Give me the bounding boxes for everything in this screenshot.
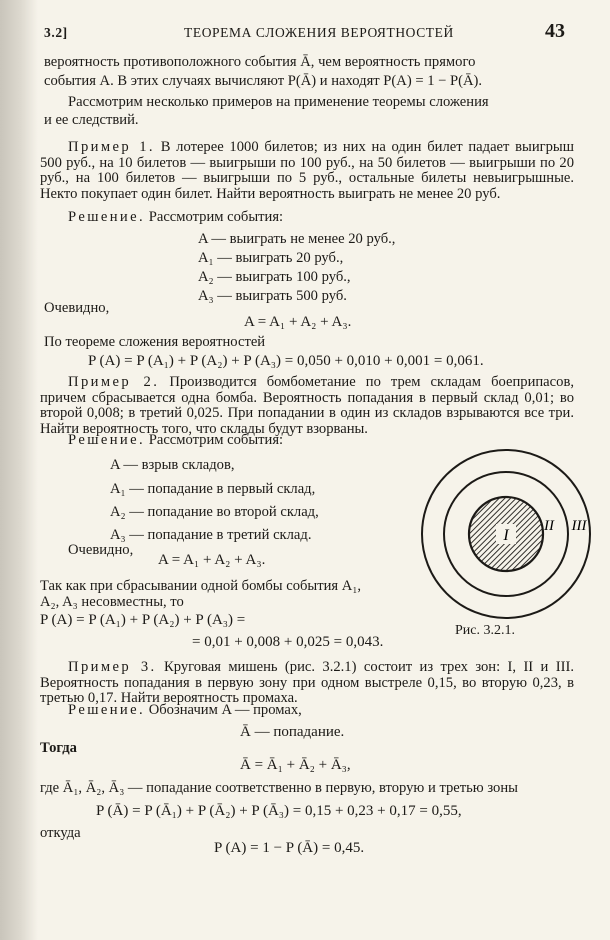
event-item: A₁ — попадание в первый склад, [110,481,316,497]
intro-line-1: вероятность противоположного события Ā, чем вероятность прямого [44,54,476,70]
then-label: Тогда [40,740,77,756]
zone-label-2: II [544,518,554,534]
obviously-label: Очевидно, [44,300,110,316]
figure-caption: Рис. 3.2.1. [455,623,515,638]
probability-equation: P (Ā) = P (Ā₁) + P (Ā₂) + P (Ā₃) = 0,15 + 0,23 + 0,17 = 0,55, [96,803,462,819]
page-gutter-shadow [0,0,38,940]
solution-label: Решение. [68,702,146,718]
example-1-solution [68,209,283,226]
example-1-paragraph [40,140,574,202]
solution-intro: Рассмотрим события: [148,209,284,225]
example-3-text: Круговая мишень (рис. 3.2.1) состоит из трех зон: I, II и III. Вероятность попадания в первую зону при одном выстреле 0,15, во вторую 0,23, в третью 0,17. Найти вероятность промаха. [40,659,574,706]
whence-label: откуда [40,825,81,841]
example-1-label: Пример 1. [68,139,155,155]
theorem-line: По теореме сложения вероятностей [44,334,266,350]
probability-equation: P (A) = P (A₁) + P (A₂) + P (A₃) = 0,050 + 0,010 + 0,001 = 0,061. [88,353,484,369]
page-number: 43 [545,20,565,42]
example-2-text: Производится бомбометание по трем складам боеприпасов, причем сбрасывается одна бомба. Вероятность попадания в первый склад 0,01; во второй 0,008; в третий 0,025. При попадании в один из складов взрываются все три. Найти вероятность того, что склады будут взорваны. [40,374,574,437]
example-3-label: Пример 3. [68,659,157,675]
where-line: где Ā₁, Ā₂, Ā₃ — попадание соответственно в первую, вторую и третью зоны [40,780,518,796]
section-number: 3.2] [44,25,68,40]
example-3-solution [68,702,302,719]
since-line-2: A₂, A₃ несовместны, то [40,594,184,610]
since-line-1: Так как при сбрасывании одной бомбы события A₁, [40,578,362,594]
solution-text: Обозначим A — промах, [148,702,302,718]
intro-line-4: и ее следствий. [44,112,139,128]
example-2-paragraph [40,375,574,437]
solution-label: Решение. [68,209,146,225]
intro-line-2: события A. В этих случаях вычисляют P(Ā) и находят P(A) = 1 − P(Ā). [44,73,483,89]
solution-intro: Рассмотрим события: [148,432,284,448]
event-item: A₁ — выиграть 20 руб., [198,250,344,266]
event-item: A — выиграть не менее 20 руб., [198,231,396,247]
event-item: A₃ — попадание в третий склад. [110,527,312,543]
final-equation: P (A) = 1 − P (Ā) = 0,45. [214,840,365,856]
obviously-label: Очевидно, [68,542,134,558]
event-item: A — взрыв складов, [110,457,235,473]
example-2-solution [68,432,283,449]
zone-label-1: I [503,527,509,544]
probability-equation-1: P (A) = P (A₁) + P (A₂) + P (A₃) = [40,612,246,628]
solution-label: Решение. [68,432,146,448]
example-2-label: Пример 2. [68,374,160,390]
intro-line-3: Рассмотрим несколько примеров на применение теоремы сложения [68,94,489,110]
complement-event: Ā — попадание. [240,724,345,740]
sum-equation: A = A₁ + A₂ + A₃. [158,552,266,568]
example-1-text: В лотерее 1000 билетов; из них на один билет падает выигрыш 500 руб., на 10 билетов — выигрыши по 100 руб., на 50 билетов — выигрыши по 20 руб., на 100 билетов — выигрыши по 5 руб., остальные билеты невыигрышные. Некто покупает один билет. Найти вероятность выиграть не менее 20 руб. [40,139,574,202]
complement-equation: Ā = Ā₁ + Ā₂ + Ā₃, [240,757,351,773]
running-title: ТЕОРЕМА СЛОЖЕНИЯ ВЕРОЯТНОСТЕЙ [184,25,454,40]
probability-equation-2: = 0,01 + 0,008 + 0,025 = 0,043. [192,634,384,650]
event-item: A₃ — выиграть 500 руб. [198,288,347,304]
sum-equation: A = A₁ + A₂ + A₃. [244,314,352,330]
zone-label-3: III [571,518,587,534]
example-3-paragraph [40,660,574,707]
target-diagram [413,448,599,634]
event-item: A₂ — выиграть 100 руб., [198,269,351,285]
event-item: A₂ — попадание во второй склад, [110,504,319,520]
